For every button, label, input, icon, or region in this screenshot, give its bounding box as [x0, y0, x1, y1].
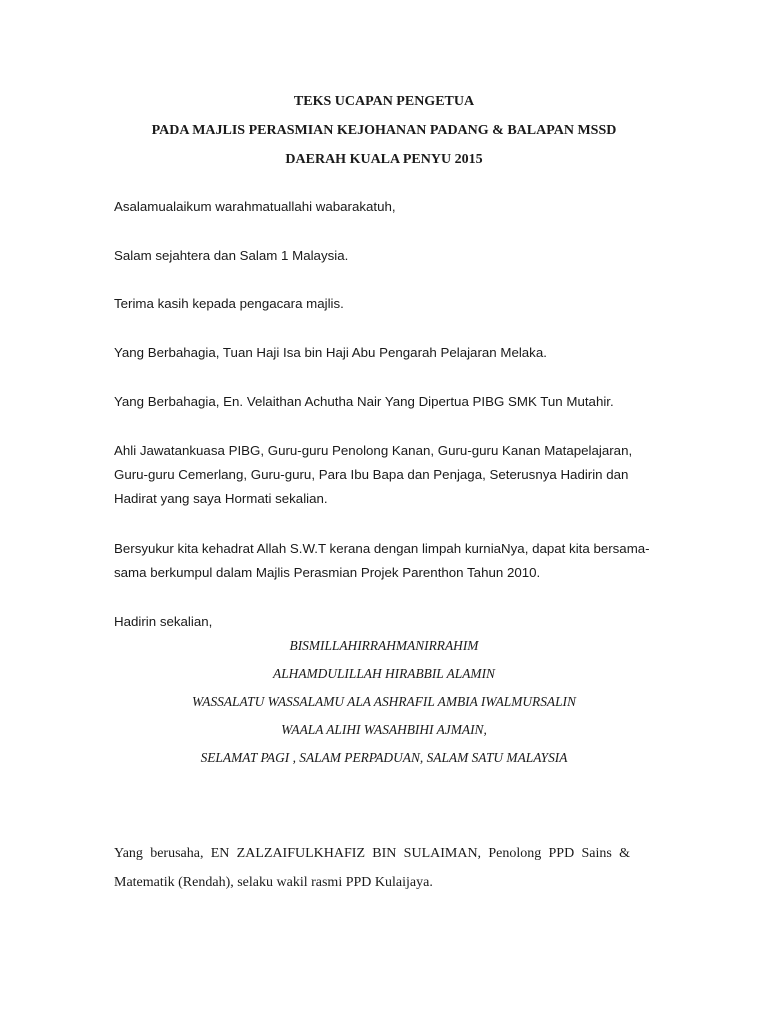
speech-title	[0, 92, 768, 179]
salutation-line-5: SELAMAT PAGI , SALAM PERPADUAN, SALAM SATU MALAYSIA	[200, 750, 568, 765]
greeting-paragraph: Asalamualaikum warahmatuallahi wabarakatuh,	[114, 199, 396, 214]
salutation-line-4: WAALA ALIHI WASAHBIHI AJMAIN,	[281, 722, 487, 737]
salutation-line-1: BISMILLAHIRRAHMANIRRAHIM	[289, 638, 479, 653]
honorific-pengarah-paragraph: Yang Berbahagia, Tuan Haji Isa bin Haji Abu Pengarah Pelajaran Melaka.	[114, 345, 547, 360]
closing-paragraph: Yang berusaha, EN ZALZAIFULKHAFIZ BIN SULAIMAN, Penolong PPD Sains & Matematik (Rendah), selaku wakil rasmi PPD Kulaijaya.	[114, 846, 630, 890]
salutation-line-3: WASSALATU WASSALAMU ALA ASHRAFIL AMBIA IWALMURSALIN	[192, 694, 576, 709]
title-line-1: TEKS UCAPAN PENGETUA	[293, 94, 475, 109]
gratitude-paragraph: Bersyukur kita kehadrat Allah S.W.T kerana dengan limpah kurniaNya, dapat kita bersama-sama berkumpul dalam Majlis Perasmian Projek Parenthon Tahun 2010.	[114, 541, 650, 580]
audience-paragraph: Ahli Jawatankuasa PIBG, Guru-guru Penolong Kanan, Guru-guru Kanan Matapelajaran, Guru-guru Cemerlang, Guru-guru, Para Ibu Bapa dan Penjaga, Seterusnya Hadirin dan Hadirat yang saya Hormati sekalian.	[114, 443, 633, 506]
honorific-pibg-paragraph: Yang Berbahagia, En. Velaithan Achutha Nair Yang Dipertua PIBG SMK Tun Mutahir.	[114, 394, 614, 409]
opening-salutation-block	[114, 634, 654, 774]
hadirin-paragraph: Hadirin sekalian,	[114, 614, 213, 629]
salutation-line-2: ALHAMDULILLAH HIRABBIL ALAMIN	[273, 666, 495, 681]
title-line-2: PADA MAJLIS PERASMIAN KEJOHANAN PADANG & BALAPAN MSSD	[151, 123, 617, 138]
thanks-paragraph: Terima kasih kepada pengacara majlis.	[114, 296, 344, 311]
salam-paragraph: Salam sejahtera dan Salam 1 Malaysia.	[114, 248, 349, 263]
title-line-3: DAERAH KUALA PENYU 2015	[285, 152, 483, 167]
